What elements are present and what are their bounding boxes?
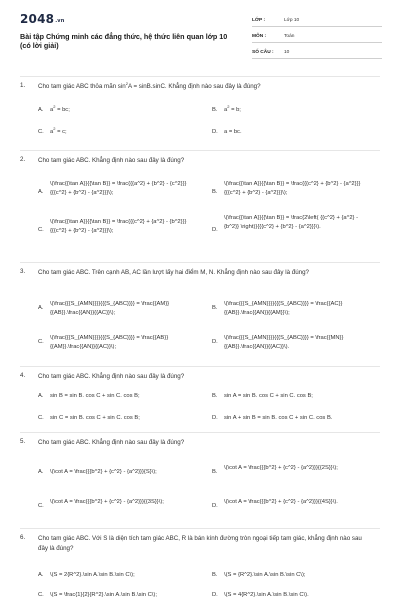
divider: [20, 76, 380, 77]
option-text: \(\frac{{{S_{AMN}}}}{{{S_{ABC}}}} = \frac{{AM}}{{AB}}.\frac{{AN}}{{AC}}\);: [50, 301, 170, 316]
option-text: $a^2 = b$;: [224, 104, 241, 113]
logo-text: 2048: [20, 12, 55, 26]
option-label: C.: [38, 415, 44, 421]
document-title: Bài tập Chứng minh các đẳng thức, hệ thức liên quan lớp 10 (có lời giải): [20, 32, 228, 50]
question-number: 1.: [20, 82, 26, 89]
meta-label: SỐ CÂU :: [252, 49, 274, 55]
option-label: B.: [212, 469, 218, 475]
divider: [20, 432, 380, 433]
meta-row-count: [252, 46, 382, 59]
option-text: \(\frac{{{S_{AMN}}}}{{{S_{ABC}}}} = \frac{{AC}}{{AB}}.\frac{{AN}}{{AM}}\);: [224, 301, 343, 316]
option-text: \(\frac{{\tan A}}{{\tan B}} = \frac{{{a^2} + {b^2} - {c^2}}}{{{c^2} + {b^2} - {a^2}}}\);: [50, 181, 187, 196]
option-text: \(\frac{{{S_{AMN}}}}{{{S_{ABC}}}} = \frac{{AB}}{{AM}}.\frac{{AN}}{{AC}}\);: [50, 335, 169, 350]
divider: [20, 150, 380, 151]
meta-row-grade: [252, 14, 382, 27]
option-text: \(S = 4{R^2}.\sin A.\sin B.\sin C\).: [224, 592, 309, 598]
option-label: C.: [38, 592, 44, 598]
option-label: C.: [38, 227, 44, 233]
option-label: B.: [212, 107, 218, 113]
option-text: \(\frac{{\tan A}}{{\tan B}} = \frac{{{c^2} + {a^2} - {b^2}}}{{{c^2} + {b^2} - {a^2}}}\);: [50, 219, 187, 234]
option-text: \(\cot A = \frac{{{b^2} + {c^2} - {a^2}}}{S}\);: [50, 469, 157, 475]
meta-value: Lớp 10: [284, 17, 300, 23]
divider: [20, 366, 380, 367]
option-text: \(S = 2{R^2}.\sin A.\sin B.\sin C\);: [50, 572, 135, 578]
option-label: D.: [212, 503, 218, 509]
document-header: [0, 0, 400, 70]
meta-label: LỚP :: [252, 17, 266, 23]
meta-row-subject: [252, 30, 382, 43]
option-label: A.: [38, 393, 44, 399]
question-text: Cho tam giác ABC. Khẳng định nào sau đây là đúng?: [38, 157, 185, 164]
option-text: \(\frac{{{S_{AMN}}}}{{{S_{ABC}}}} = \frac{{MN}}{{AB}}.\frac{{AN}}{{AC}}\).: [224, 335, 344, 350]
divider: [20, 528, 380, 529]
option-text: $a^2$ = bc;: [50, 104, 70, 113]
option-text: a = bc.: [224, 129, 242, 135]
option-label: A.: [38, 107, 44, 113]
option-text: sin C = sin B. cos C + sin C. cos B;: [50, 415, 140, 421]
option-label: C.: [38, 129, 44, 135]
question-number: 5.: [20, 438, 26, 445]
meta-value: 10: [284, 49, 290, 55]
option-text: \(\frac{{\tan A}}{{\tan B}} = \frac{2\left( {{c^2} + {a^2} - {b^2}} \right)}{{{c^2} + {b^2} - {a^2}}}\).: [224, 215, 359, 230]
divider: [20, 262, 380, 263]
option-label: D.: [212, 592, 218, 598]
option-label: C.: [38, 339, 44, 345]
option-text: \(\cot A = \frac{{{b^2} + {c^2} - {a^2}}}{{2S}}\);: [224, 465, 338, 471]
option-text: $a^2 = c$;: [50, 126, 67, 135]
option-label: A.: [38, 469, 44, 475]
option-text: \(S = \frac{1}{2}{R^2}.\sin A.\sin B.\sin C\);: [50, 592, 157, 598]
option-text: \(S = {R^2}.\sin A.\sin B.\sin C\);: [224, 572, 306, 578]
option-text: \(\cot A = \frac{{{b^2} + {c^2} - {a^2}}}{{4S}}\).: [224, 499, 338, 505]
option-label: B.: [212, 305, 218, 311]
option-label: A.: [38, 305, 44, 311]
question-number: 3.: [20, 268, 26, 275]
question-text: Cho tam giác ABC. Khẳng định nào sau đây là đúng?: [38, 373, 185, 380]
meta-label: MÔN :: [252, 33, 267, 39]
option-label: B.: [212, 572, 218, 578]
option-label: B.: [212, 393, 218, 399]
option-label: D.: [212, 227, 218, 233]
question-text: Cho tam giác ABC. Khẳng định nào sau đây là đúng?: [38, 439, 185, 446]
option-text: sin B = sin B. cos C + sin C. cos B;: [50, 393, 140, 399]
meta-value: Toán: [284, 33, 295, 39]
question-number: 6.: [20, 534, 26, 541]
option-label: D.: [212, 339, 218, 345]
question-number: 4.: [20, 372, 26, 379]
option-text: sin A + sin B = sin B. cos C + sin C. cos B.: [224, 415, 333, 421]
option-label: A.: [38, 189, 44, 195]
option-text: \(\cot A = \frac{{{b^2} + {c^2} - {a^2}}}{{3S}}\);: [50, 499, 164, 505]
option-label: D.: [212, 129, 218, 135]
logo-tld: .vn: [55, 18, 65, 24]
option-label: A.: [38, 572, 44, 578]
option-label: B.: [212, 189, 218, 195]
question-number: 2.: [20, 156, 26, 163]
option-label: C.: [38, 503, 44, 509]
option-text: \(\frac{{\tan A}}{{\tan B}} = \frac{{{c^2} + {b^2} - {a^2}}}{{{c^2} + {b^2} - {a^2}}}\);: [224, 181, 361, 196]
question-text: Cho tam giác ABC thỏa mãn $\sin^2A = \sin B.\sin C$. Khẳng định nào sau đây là đúng?: [38, 81, 261, 90]
question-text: Cho tam giác ABC. Trên cạnh AB, AC lần lượt lấy hai điểm M, N. Khẳng định nào sau đây là đúng?: [38, 269, 309, 276]
site-logo[interactable]: [20, 12, 65, 26]
option-label: D.: [212, 415, 218, 421]
document-meta: [252, 14, 382, 62]
question-text: Cho tam giác ABC. Với S là diện tích tam giác ABC, R là bán kính đường tròn ngoại tiếp tam giác, khẳng định nào sau đây là đúng?: [38, 535, 362, 552]
option-text: sin A = sin B. cos C + sin C. cos B;: [224, 393, 313, 399]
